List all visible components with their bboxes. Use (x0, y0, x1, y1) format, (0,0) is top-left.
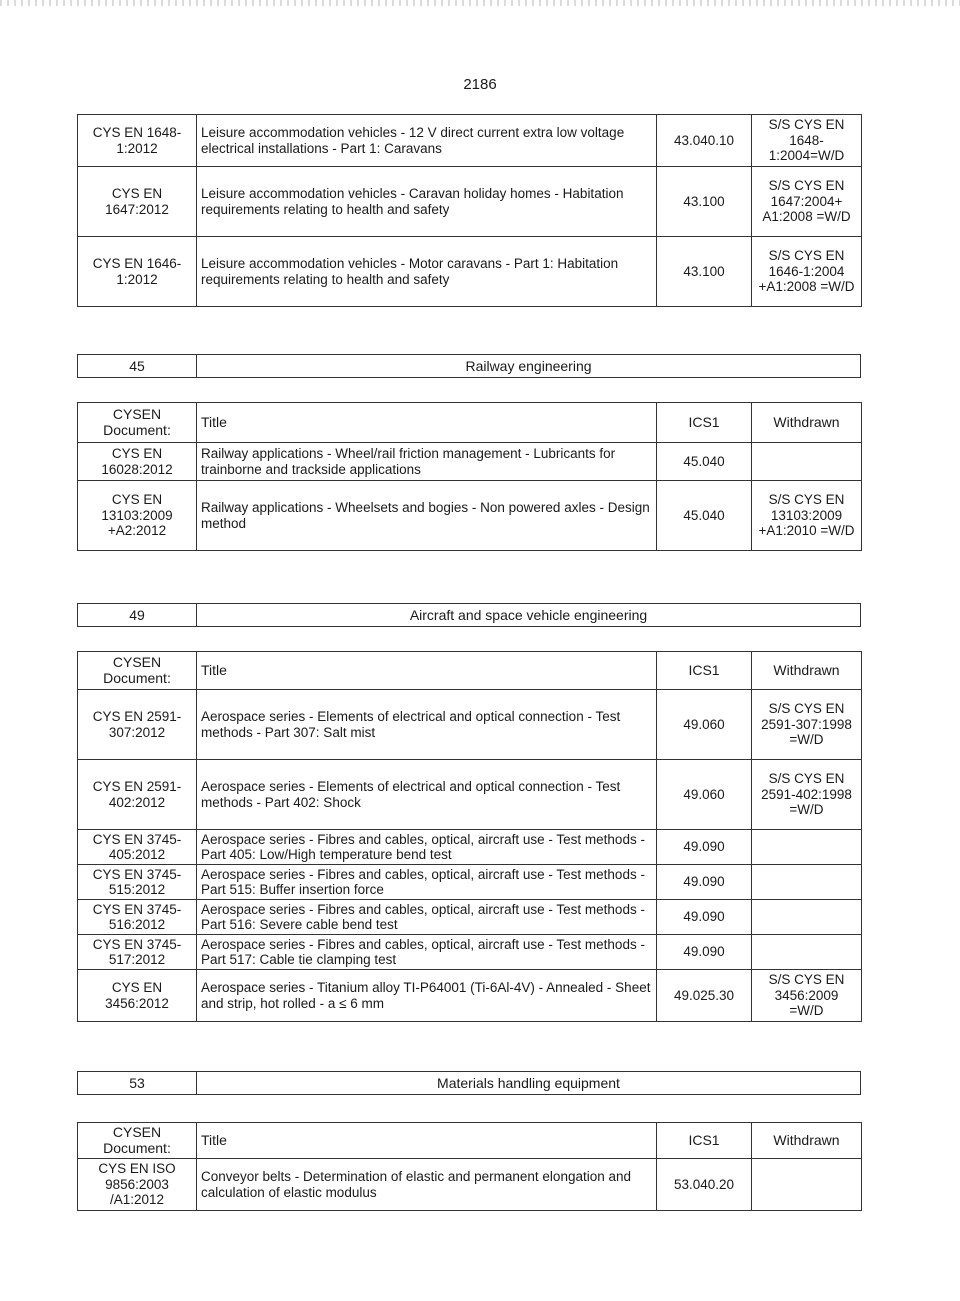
document-code: CYS EN 13103:2009 +A2:2012 (78, 481, 197, 551)
column-header-withdrawn: Withdrawn (752, 1123, 862, 1159)
ics-code: 49.090 (657, 830, 752, 865)
document-code: CYS EN 3745-405:2012 (78, 830, 197, 865)
table-header-row (78, 652, 862, 690)
document-title: Conveyor belts - Determination of elastic and permanent elongation and calculation of elastic modulus (197, 1159, 657, 1211)
table-header-row (78, 1123, 862, 1159)
page-number: 2186 (463, 76, 497, 93)
ics-code: 49.090 (657, 900, 752, 935)
table-header-row (78, 403, 862, 443)
standards-table-53 (77, 1122, 862, 1211)
table-row (78, 830, 862, 865)
section-name: Materials handling equipment (197, 1072, 861, 1095)
document-title: Aerospace series - Elements of electrical and optical connection - Test methods - Part 402: Shock (197, 760, 657, 830)
document-title: Aerospace series - Titanium alloy TI-P64001 (Ti-6Al-4V) - Annealed - Sheet and strip, hot rolled - a ≤ 6 mm (197, 970, 657, 1022)
withdrawn-ref (752, 1159, 862, 1211)
table-row (78, 690, 862, 760)
table-row (78, 443, 862, 481)
table-row (78, 900, 862, 935)
ics-code: 49.025.30 (657, 970, 752, 1022)
section-header-49 (77, 603, 861, 627)
column-header-ics: ICS1 (657, 1123, 752, 1159)
ics-code: 49.060 (657, 690, 752, 760)
withdrawn-ref (752, 935, 862, 970)
document-code: CYS EN 1647:2012 (78, 167, 197, 237)
standards-table-45 (77, 402, 862, 551)
document-code: CYS EN 1648-1:2012 (78, 115, 197, 167)
document-code: CYS EN 3745-515:2012 (78, 865, 197, 900)
table-row (78, 481, 862, 551)
ics-code: 43.040.10 (657, 115, 752, 167)
column-header-title: Title (197, 1123, 657, 1159)
withdrawn-ref: S/S CYS EN 1646-1:2004 +A1:2008 =W/D (752, 237, 862, 307)
withdrawn-ref: S/S CYS EN 13103:2009 +A1:2010 =W/D (752, 481, 862, 551)
document-code: CYS EN 3456:2012 (78, 970, 197, 1022)
document-code: CYS EN ISO 9856:2003 /A1:2012 (78, 1159, 197, 1211)
document-code: CYS EN 16028:2012 (78, 443, 197, 481)
ics-code: 53.040.20 (657, 1159, 752, 1211)
document-code: CYS EN 1646-1:2012 (78, 237, 197, 307)
section-number: 53 (78, 1072, 197, 1095)
column-header-title: Title (197, 403, 657, 443)
column-header-code: CYSEN Document: (78, 403, 197, 443)
withdrawn-ref: S/S CYS EN 2591-402:1998 =W/D (752, 760, 862, 830)
document-code: CYS EN 2591-402:2012 (78, 760, 197, 830)
ics-code: 49.090 (657, 935, 752, 970)
scan-artifact (0, 0, 960, 6)
ics-code: 43.100 (657, 237, 752, 307)
standards-table-49 (77, 651, 862, 1022)
column-header-ics: ICS1 (657, 403, 752, 443)
document-title: Aerospace series - Fibres and cables, optical, aircraft use - Test methods - Part 515: Buffer insertion force (197, 865, 657, 900)
column-header-title: Title (197, 652, 657, 690)
table-row (78, 970, 862, 1022)
withdrawn-ref: S/S CYS EN 1647:2004+ A1:2008 =W/D (752, 167, 862, 237)
column-header-ics: ICS1 (657, 652, 752, 690)
section-name: Aircraft and space vehicle engineering (197, 604, 861, 627)
section-header-45 (77, 354, 861, 378)
table-row (78, 760, 862, 830)
ics-code: 45.040 (657, 443, 752, 481)
document-title: Railway applications - Wheel/rail friction management - Lubricants for trainborne and trackside applications (197, 443, 657, 481)
table-row (78, 237, 862, 307)
column-header-withdrawn: Withdrawn (752, 652, 862, 690)
column-header-code: CYSEN Document: (78, 652, 197, 690)
document-code: CYS EN 3745-516:2012 (78, 900, 197, 935)
table-row (78, 1159, 862, 1211)
ics-code: 43.100 (657, 167, 752, 237)
document-title: Leisure accommodation vehicles - Caravan holiday homes - Habitation requirements relating to health and safety (197, 167, 657, 237)
section-name: Railway engineering (197, 355, 861, 378)
table-row (78, 865, 862, 900)
document-title: Leisure accommodation vehicles - Motor caravans - Part 1: Habitation requirements relating to health and safety (197, 237, 657, 307)
section-header-53 (77, 1071, 861, 1095)
ics-code: 45.040 (657, 481, 752, 551)
withdrawn-ref (752, 830, 862, 865)
table-row (78, 935, 862, 970)
column-header-withdrawn: Withdrawn (752, 403, 862, 443)
ics-code: 49.060 (657, 760, 752, 830)
document-title: Aerospace series - Fibres and cables, optical, aircraft use - Test methods - Part 405: Low/High temperature bend test (197, 830, 657, 865)
document-code: CYS EN 3745-517:2012 (78, 935, 197, 970)
ics-code: 49.090 (657, 865, 752, 900)
withdrawn-ref (752, 865, 862, 900)
standards-table-continued (77, 114, 862, 307)
withdrawn-ref (752, 900, 862, 935)
document-title: Aerospace series - Fibres and cables, optical, aircraft use - Test methods - Part 517: Cable tie clamping test (197, 935, 657, 970)
document-title: Leisure accommodation vehicles - 12 V direct current extra low voltage electrical installations - Part 1: Caravans (197, 115, 657, 167)
withdrawn-ref: S/S CYS EN 3456:2009 =W/D (752, 970, 862, 1022)
withdrawn-ref (752, 443, 862, 481)
column-header-code: CYSEN Document: (78, 1123, 197, 1159)
section-number: 49 (78, 604, 197, 627)
section-number: 45 (78, 355, 197, 378)
document-title: Aerospace series - Fibres and cables, optical, aircraft use - Test methods - Part 516: Severe cable bend test (197, 900, 657, 935)
withdrawn-ref: S/S CYS EN 1648-1:2004=W/D (752, 115, 862, 167)
document-title: Railway applications - Wheelsets and bogies - Non powered axles - Design method (197, 481, 657, 551)
document-title: Aerospace series - Elements of electrical and optical connection - Test methods - Part 307: Salt mist (197, 690, 657, 760)
table-row (78, 167, 862, 237)
document-code: CYS EN 2591-307:2012 (78, 690, 197, 760)
withdrawn-ref: S/S CYS EN 2591-307:1998 =W/D (752, 690, 862, 760)
table-row (78, 115, 862, 167)
